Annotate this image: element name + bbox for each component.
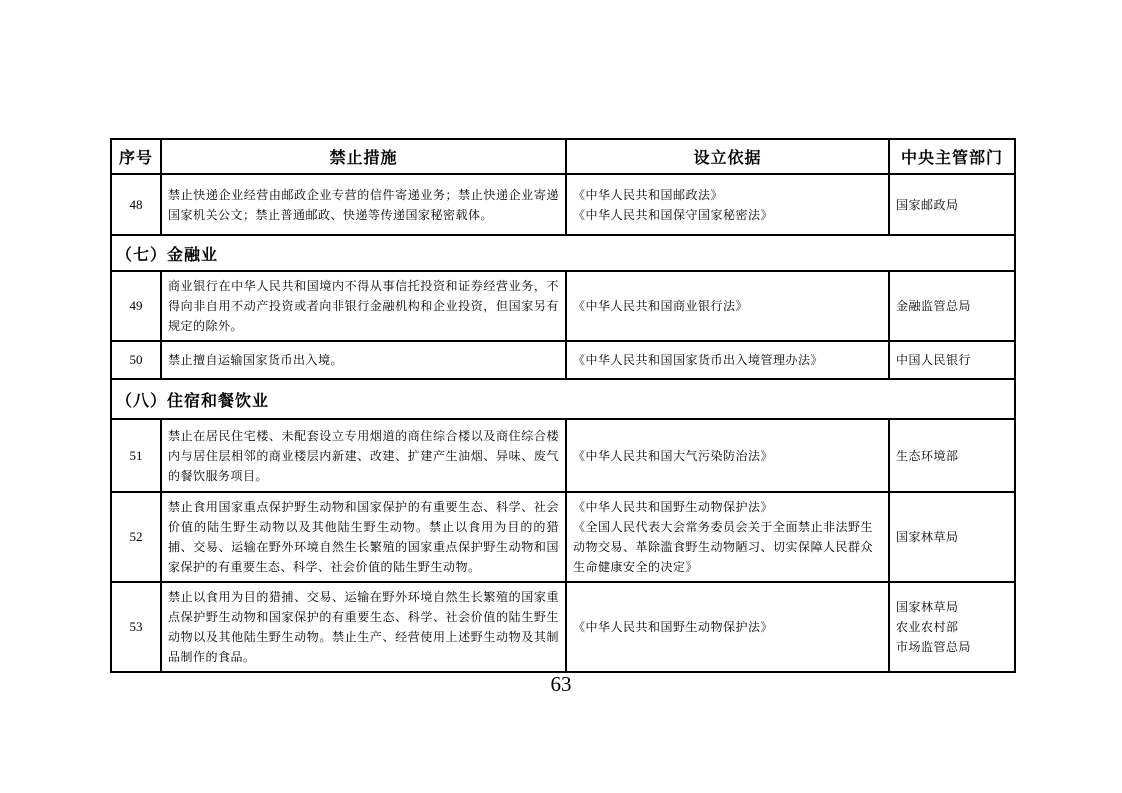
row-52-authority-line-1: 国家林草局 [896,530,959,544]
table-header-row [111,139,1015,174]
row-50-number: 50 [111,341,161,379]
table-row-53 [111,582,1015,672]
row-53-number: 53 [111,582,161,672]
row-53-authority-line-1: 国家林草局 [896,600,959,614]
row-52-authority [889,492,1015,582]
header-establishment-basis: 设立依据 [566,139,889,174]
row-51-measure: 禁止在居民住宅楼、未配套设立专用烟道的商住综合楼以及商住综合楼内与居住层相邻的商业楼层内新建、改建、扩建产生油烟、异味、废气的餐饮服务项目。 [161,419,566,492]
header-serial-number: 序号 [111,139,161,174]
row-53-authority-line-2: 农业农村部 [896,620,959,634]
row-49-number: 49 [111,271,161,341]
row-52-basis-line-1: 《中华人民共和国野生动物保护法》 [573,500,774,514]
row-50-measure: 禁止擅自运输国家货币出入境。 [161,341,566,379]
section-title-finance: （七）金融业 [111,235,1015,271]
table-row-50 [111,341,1015,379]
row-48-basis-line-2: 《中华人民共和国保守国家秘密法》 [573,207,774,222]
row-52-measure: 禁止食用国家重点保护野生动物和国家保护的有重要生态、科学、社会价值的陆生野生动物以及其他陆生野生动物。禁止以食用为目的的猎捕、交易、运输在野外环境自然生长繁殖的国家重点保护野生动物和国家保护的有重要生态、科学、社会价值的陆生野生动物。 [161,492,566,582]
row-49-measure: 商业银行在中华人民共和国境内不得从事信托投资和证券经营业务，不得向非自用不动产投资或者向非银行金融机构和企业投资，但国家另有规定的除外。 [161,271,566,341]
row-50-authority [889,341,1015,379]
section-title-accommodation-catering: （八）住宿和餐饮业 [111,379,1015,419]
table-row-48 [111,174,1015,235]
row-49-authority [889,271,1015,341]
prohibition-measures-table [110,138,1016,673]
row-50-basis-line-1: 《中华人民共和国国家货币出入境管理办法》 [573,353,824,367]
row-48-basis-line-1: 《中华人民共和国邮政法》 [573,187,724,202]
row-51-basis-line-1: 《中华人民共和国大气污染防治法》 [573,448,774,463]
table-row-51 [111,419,1015,492]
row-48-basis [566,174,889,235]
page-number: 63 [550,672,572,696]
row-51-basis [566,419,889,492]
row-52-basis [566,492,889,582]
row-49-basis-line-1: 《中华人民共和国商业银行法》 [573,299,749,313]
row-50-authority-line-1: 中国人民银行 [896,353,972,367]
section-row-accommodation-catering [111,379,1015,419]
row-48-number: 48 [111,174,161,235]
header-prohibited-measures: 禁止措施 [161,139,566,174]
table-row-52 [111,492,1015,582]
row-49-authority-line-1: 金融监管总局 [896,299,972,313]
row-51-authority [889,419,1015,492]
row-52-number: 52 [111,492,161,582]
header-central-authority: 中央主管部门 [889,139,1015,174]
row-51-authority-line-1: 生态环境部 [896,448,959,463]
row-53-basis [566,582,889,672]
row-50-basis [566,341,889,379]
table-row-49 [111,271,1015,341]
row-51-number: 51 [111,419,161,492]
row-53-authority [889,582,1015,672]
row-53-measure: 禁止以食用为目的猎捕、交易、运输在野外环境自然生长繁殖的国家重点保护野生动物和国家保护的有重要生态、科学、社会价值的陆生野生动物以及其他陆生野生动物。禁止生产、经营使用上述野生动物及其制品制作的食品。 [161,582,566,672]
row-53-authority-line-3: 市场监管总局 [896,640,972,654]
row-52-basis-line-2: 《全国人民代表大会常务委员会关于全面禁止非法野生动物交易、革除滥食野生动物陋习、切实保障人民群众生命健康安全的决定》 [573,520,874,574]
row-48-authority-line-1: 国家邮政局 [896,197,959,212]
row-53-basis-line-1: 《中华人民共和国野生动物保护法》 [573,620,774,634]
section-row-finance [111,235,1015,271]
row-48-authority [889,174,1015,235]
row-49-basis [566,271,889,341]
row-48-measure: 禁止快递企业经营由邮政企业专营的信件寄递业务；禁止快递企业寄递国家机关公文；禁止普通邮政、快递等传递国家秘密载体。 [161,174,566,235]
